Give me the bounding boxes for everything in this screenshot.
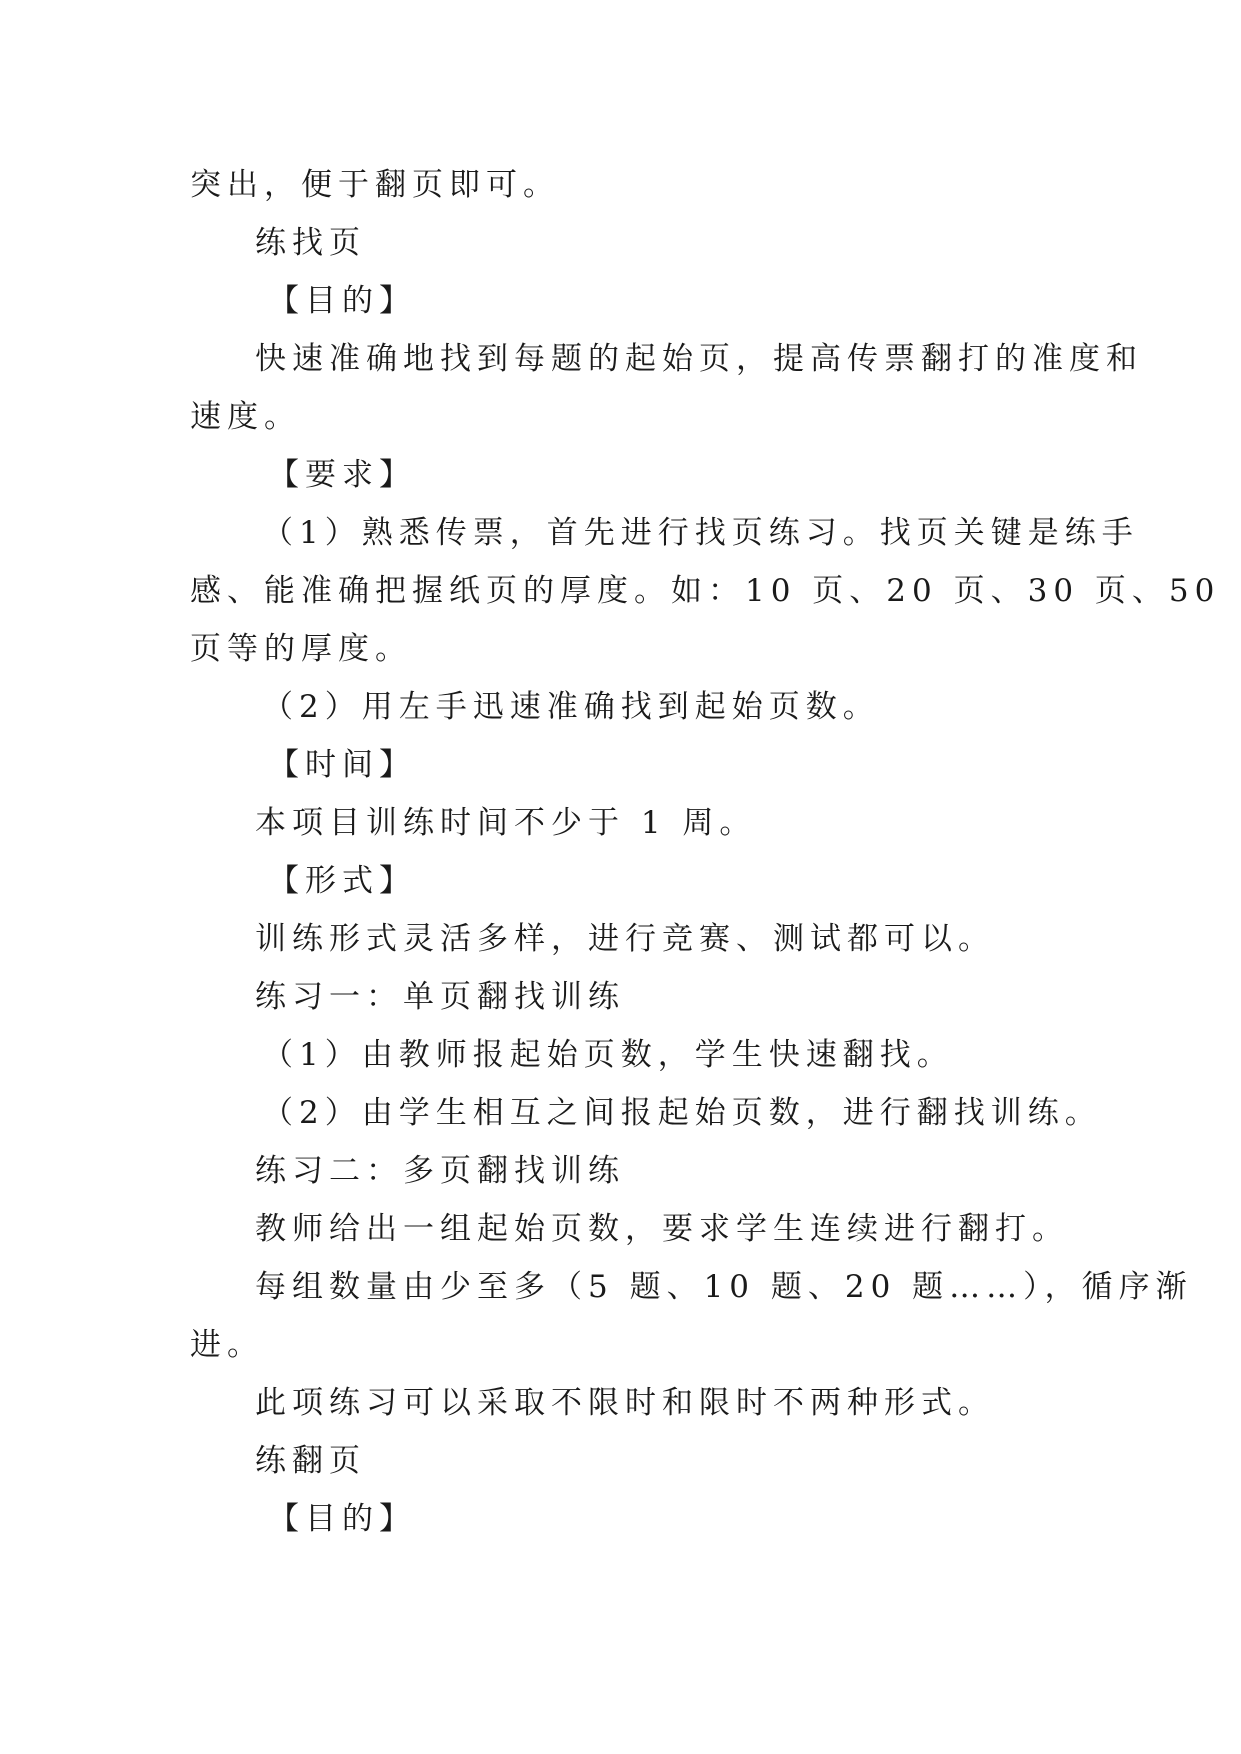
subheading: 【形式】 <box>268 863 416 899</box>
text-line: 训练形式灵活多样，进行竞赛、测试都可以。 <box>255 921 995 957</box>
subheading: 【目的】 <box>268 1501 416 1537</box>
text-line: （2）由学生相互之间报起始页数，进行翻找训练。 <box>262 1095 1102 1131</box>
section-heading: 练习一：单页翻找训练 <box>255 979 625 1015</box>
subheading: 【要求】 <box>268 457 416 493</box>
text-line: 此项练习可以采取不限时和限时不两种形式。 <box>255 1385 995 1421</box>
text-line: 每组数量由少至多（5 题、10 题、20 题……），循序渐 <box>255 1269 1193 1305</box>
section-heading: 练找页 <box>255 225 366 261</box>
text-line: 感、能准确把握纸页的厚度。如：10 页、20 页、30 页、50 <box>190 573 1221 609</box>
text-line: 快速准确地找到每题的起始页，提高传票翻打的准度和 <box>255 341 1143 377</box>
text-line: 教师给出一组起始页数，要求学生连续进行翻打。 <box>255 1211 1069 1247</box>
text-line: 速度。 <box>190 399 301 435</box>
text-line: （2）用左手迅速准确找到起始页数。 <box>262 689 880 725</box>
text-line: （1）熟悉传票，首先进行找页练习。找页关键是练手 <box>262 515 1139 551</box>
subheading: 【时间】 <box>268 747 416 783</box>
subheading: 【目的】 <box>268 283 416 319</box>
section-heading: 练习二：多页翻找训练 <box>255 1153 625 1189</box>
text-line: 突出，便于翻页即可。 <box>190 167 560 203</box>
section-heading: 练翻页 <box>255 1443 366 1479</box>
text-line: 进。 <box>190 1327 264 1363</box>
text-line: （1）由教师报起始页数，学生快速翻找。 <box>262 1037 954 1073</box>
text-line: 本项目训练时间不少于 1 周。 <box>255 805 757 841</box>
text-line: 页等的厚度。 <box>190 631 412 667</box>
